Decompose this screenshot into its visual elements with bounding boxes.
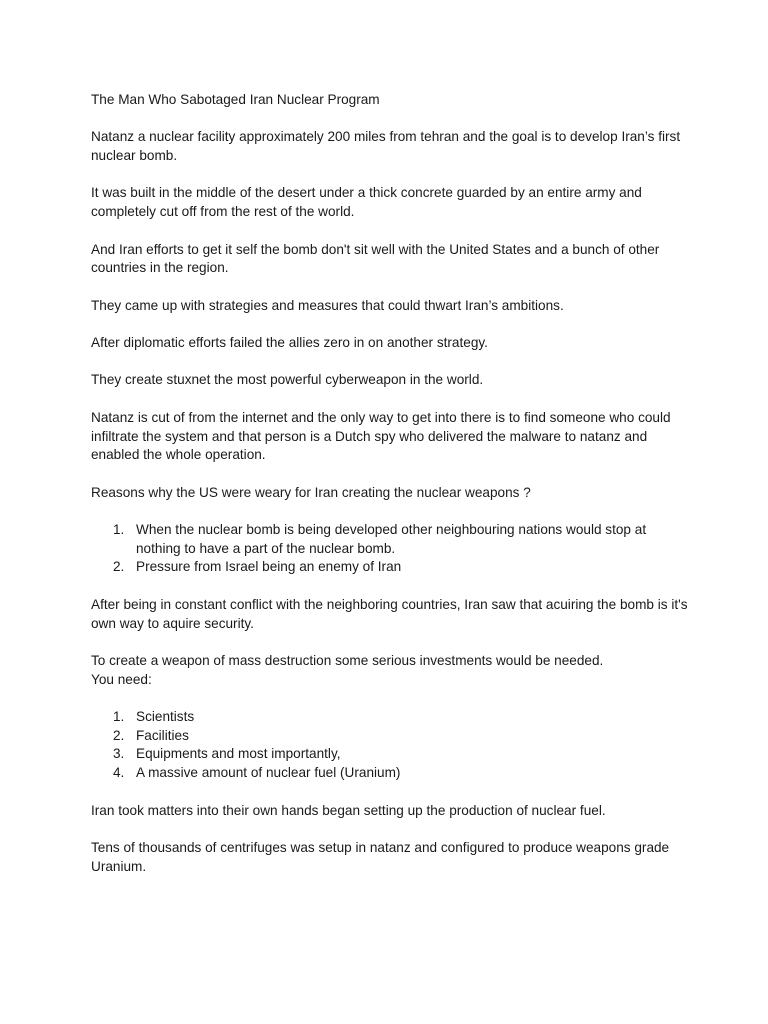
list-item-text: Scientists (136, 709, 195, 725)
list-item (91, 558, 691, 577)
list-item (91, 727, 691, 746)
paragraph: You need: (91, 671, 152, 687)
list-number: 4. (113, 765, 125, 781)
list-number: 2. (113, 559, 125, 575)
paragraph: Natanz a nuclear facility approximately 200 miles from tehran and the goal is to develop Iran’s first nuclear bomb. (91, 129, 681, 164)
reasons-list (91, 521, 691, 577)
list-number: 3. (113, 746, 125, 762)
list-item-text: Pressure from Israel being an enemy of Iran (136, 559, 402, 575)
paragraph: It was built in the middle of the desert under a thick concrete guarded by an entire army and completely cut off from the rest of the world. (91, 185, 642, 220)
paragraph: To create a weapon of mass destruction some serious investments would be needed. (91, 652, 604, 668)
list-number: 1. (113, 522, 125, 538)
list-item (91, 745, 691, 764)
list-item-text: Equipments and most importantly, (136, 746, 341, 762)
paragraph: After being in constant conflict with the neighboring countries, Iran saw that acuiring the bomb is it's own way to aquire security. (91, 596, 688, 631)
list-item (91, 521, 691, 558)
document-title: The Man Who Sabotaged Iran Nuclear Program (91, 92, 380, 107)
list-item (91, 764, 691, 783)
list-number: 1. (113, 709, 125, 725)
paragraph: Natanz is cut of from the internet and the only way to get into there is to find someone who could infiltrate the system and that person is a Dutch spy who delivered the malware to natanz and enabled the whole operation. (91, 409, 671, 463)
paragraph: After diplomatic efforts failed the allies zero in on another strategy. (91, 335, 488, 351)
paragraph: They create stuxnet the most powerful cyberweapon in the world. (91, 372, 484, 388)
list-item (91, 708, 691, 727)
paragraph: Tens of thousands of centrifuges was setup in natanz and configured to produce weapons grade Uranium. (91, 839, 670, 874)
requirements-list (91, 708, 691, 783)
paragraph: Reasons why the US were weary for Iran creating the nuclear weapons ? (91, 484, 531, 500)
paragraph: And Iran efforts to get it self the bomb don't sit well with the United States and a bunch of other countries in the region. (91, 241, 660, 276)
paragraph: Iran took matters into their own hands began setting up the production of nuclear fuel. (91, 802, 606, 818)
list-item-text: Facilities (136, 727, 189, 743)
list-number: 2. (113, 727, 125, 743)
paragraph: They came up with strategies and measures that could thwart Iran’s ambitions. (91, 297, 564, 313)
document-page (91, 91, 691, 895)
list-item-text: A massive amount of nuclear fuel (Uranium) (136, 765, 401, 781)
list-item-text: When the nuclear bomb is being developed other neighbouring nations would stop at nothing to have a part of the nuclear bomb. (136, 522, 647, 556)
